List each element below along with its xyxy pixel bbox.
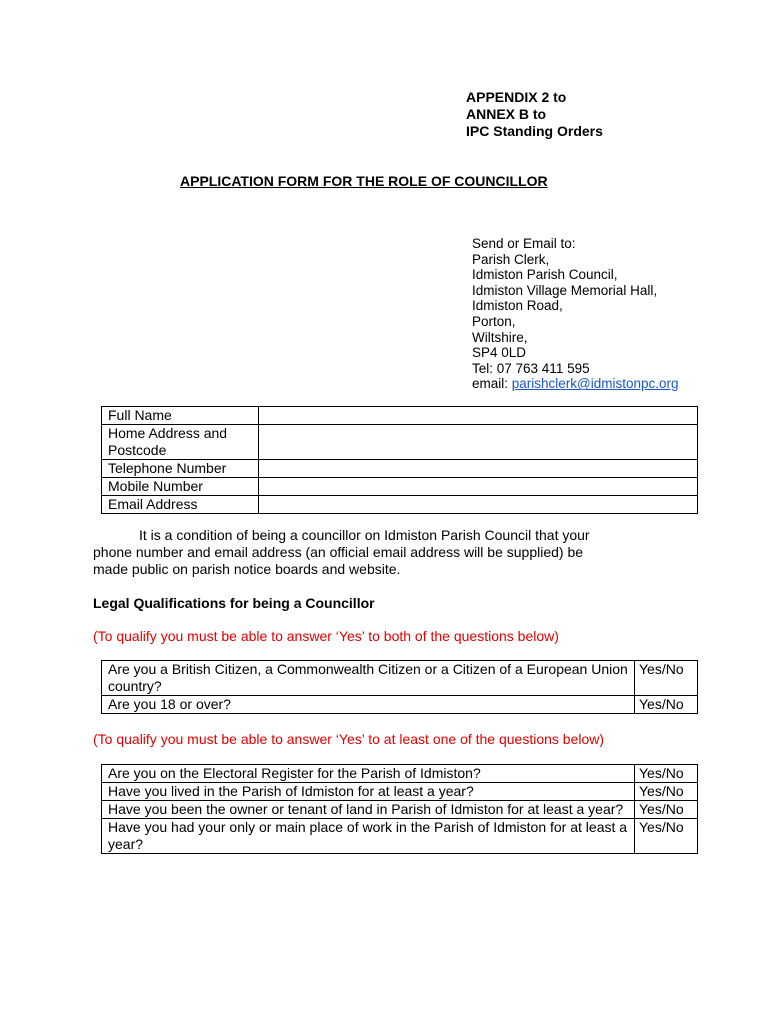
appendix-line-3: IPC Standing Orders <box>466 123 603 139</box>
publication-notice <box>93 527 693 578</box>
table-row <box>102 478 698 496</box>
field-label-email: Email Address <box>102 496 259 514</box>
appendix-line-2: ANNEX B to <box>466 106 547 122</box>
table-row <box>102 661 698 696</box>
table-row <box>102 819 698 854</box>
yes-no-answer[interactable]: Yes/No <box>635 783 698 801</box>
table-row <box>102 496 698 514</box>
field-label-home-address: Home Address and Postcode <box>102 425 259 460</box>
address-line: Send or Email to: <box>472 236 576 251</box>
send-to-address <box>472 236 679 392</box>
section2-instruction: (To qualify you must be able to answer ‘Yes’ to at least one of the questions below) <box>93 731 605 747</box>
appendix-line-1: APPENDIX 2 to <box>466 89 567 105</box>
notice-line-3: made public on parish notice boards and website. <box>93 561 401 577</box>
home-address-field[interactable] <box>259 425 698 460</box>
qualification-table-both <box>101 660 698 714</box>
email-line <box>472 376 679 392</box>
question-text: Are you a British Citizen, a Commonwealth Citizen or a Citizen of a European Union country? <box>102 661 635 696</box>
table-row <box>102 801 698 819</box>
question-text: Are you on the Electoral Register for the Parish of Idmiston? <box>102 765 635 783</box>
address-line: Idmiston Road, <box>472 298 563 314</box>
table-row <box>102 425 698 460</box>
yes-no-answer[interactable]: Yes/No <box>635 819 698 854</box>
question-text: Have you been the owner or tenant of land in Parish of Idmiston for at least a year? <box>102 801 635 819</box>
table-row <box>102 783 698 801</box>
notice-line-1: It is a condition of being a councillor on Idmiston Parish Council that your <box>139 527 590 543</box>
question-text: Have you lived in the Parish of Idmiston for at least a year? <box>102 783 635 801</box>
telephone-field[interactable] <box>259 460 698 478</box>
address-line: SP4 0LD <box>472 345 527 361</box>
address-line: Idmiston Parish Council, <box>472 267 618 283</box>
yes-no-answer[interactable]: Yes/No <box>635 765 698 783</box>
page-title: APPLICATION FORM FOR THE ROLE OF COUNCILLOR <box>180 173 548 189</box>
field-label-full-name: Full Name <box>102 407 259 425</box>
appendix-reference <box>466 89 603 140</box>
email-label: email: <box>472 376 512 392</box>
qualification-table-at-least-one <box>101 764 698 854</box>
mobile-field[interactable] <box>259 478 698 496</box>
address-line: Porton, <box>472 313 516 329</box>
address-line: Idmiston Village Memorial Hall, <box>472 282 658 298</box>
yes-no-answer[interactable]: Yes/No <box>635 696 698 714</box>
yes-no-answer[interactable]: Yes/No <box>635 661 698 696</box>
applicant-details-table <box>101 406 698 514</box>
question-text: Are you 18 or over? <box>102 696 635 714</box>
address-line: Wiltshire, <box>472 329 528 345</box>
table-row <box>102 460 698 478</box>
address-line: Tel: 07 763 411 595 <box>472 360 590 376</box>
table-row <box>102 765 698 783</box>
legal-qualifications-heading: Legal Qualifications for being a Councillor <box>93 595 375 611</box>
section1-instruction: (To qualify you must be able to answer ‘Yes’ to both of the questions below) <box>93 628 559 644</box>
question-text: Have you had your only or main place of work in the Parish of Idmiston for at least a year? <box>102 819 635 854</box>
full-name-field[interactable] <box>259 407 698 425</box>
field-label-telephone: Telephone Number <box>102 460 259 478</box>
field-label-mobile: Mobile Number <box>102 478 259 496</box>
notice-line-2: phone number and email address (an official email address will be supplied) be <box>93 544 584 560</box>
table-row <box>102 407 698 425</box>
email-field[interactable] <box>259 496 698 514</box>
clerk-email-link[interactable]: parishclerk@idmistonpc.org <box>511 376 679 392</box>
address-line: Parish Clerk, <box>472 251 550 267</box>
yes-no-answer[interactable]: Yes/No <box>635 801 698 819</box>
table-row <box>102 696 698 714</box>
